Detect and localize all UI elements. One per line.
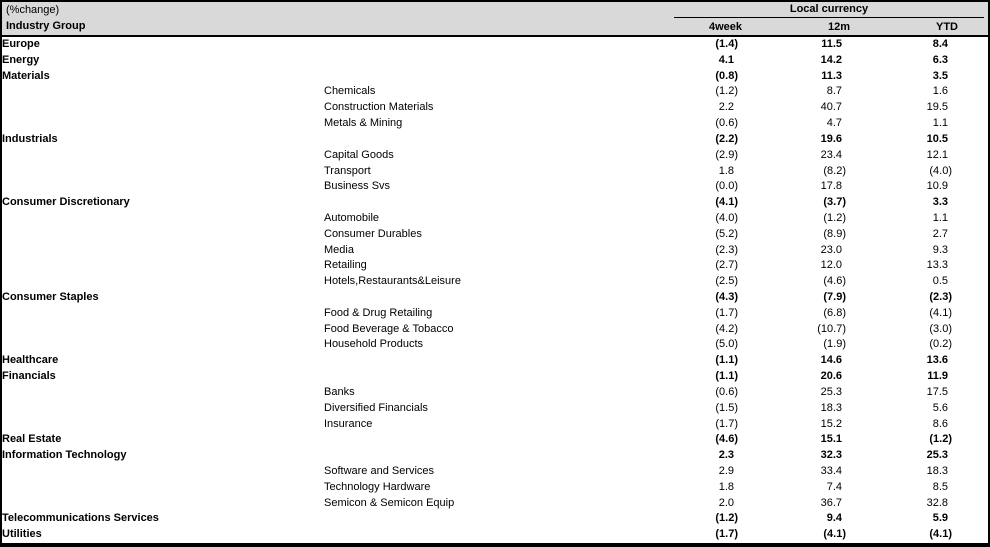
table-row xyxy=(2,290,988,306)
value-cell-ytd: 5.6 xyxy=(932,401,948,414)
sub-industry-cell: Software and Services xyxy=(324,464,435,477)
value-cell-12m: (3.7) xyxy=(823,196,846,209)
value-cell-12m: 7.4 xyxy=(826,480,842,493)
industry-group-cell: Europe xyxy=(2,38,40,50)
table-row xyxy=(2,337,988,353)
value-cell-12m: (1.9) xyxy=(823,338,846,351)
table-row xyxy=(2,37,988,53)
sub-industry-cell xyxy=(324,448,624,464)
table-row xyxy=(2,385,988,401)
value-cell-4week: 2.2 xyxy=(718,101,734,114)
sub-industry-cell: Construction Materials xyxy=(324,101,434,114)
value-cell-ytd: (4.0) xyxy=(929,164,952,177)
sub-industry-cell xyxy=(324,290,624,306)
sub-industry-cell: Banks xyxy=(324,385,355,398)
table-row xyxy=(2,369,988,385)
value-cell-4week: (1.4) xyxy=(715,38,738,50)
table-row xyxy=(2,258,988,274)
value-cell-4week: (2.5) xyxy=(715,275,738,288)
value-cell-4week: (0.0) xyxy=(715,180,738,193)
value-cell-ytd: 17.5 xyxy=(926,385,948,398)
value-cell-ytd: 10.5 xyxy=(926,132,948,145)
value-cell-12m: 12.0 xyxy=(820,259,842,272)
table-row xyxy=(2,84,988,100)
value-cell-ytd: 8.6 xyxy=(932,417,948,430)
value-cell-12m: 23.4 xyxy=(820,148,842,161)
industry-group-cell xyxy=(2,100,324,116)
table-row xyxy=(2,527,988,543)
sub-industry-cell xyxy=(324,195,624,211)
value-cell-ytd: 3.5 xyxy=(932,69,948,82)
value-cell-12m: 8.7 xyxy=(826,85,842,98)
value-cell-4week: (5.0) xyxy=(715,338,738,351)
sub-industry-cell: Technology Hardware xyxy=(324,480,431,493)
industry-group-cell xyxy=(2,385,324,401)
industry-group-cell: Real Estate xyxy=(2,433,62,446)
industry-group-cell xyxy=(2,84,324,100)
value-cell-12m: (8.9) xyxy=(823,227,846,240)
industry-group-cell xyxy=(2,211,324,227)
value-cell-12m: (10.7) xyxy=(817,322,846,335)
value-cell-ytd: (4.1) xyxy=(929,528,952,541)
value-cell-4week: (4.1) xyxy=(715,196,738,209)
percent-change-label: (%change) xyxy=(6,4,60,16)
value-cell-ytd: (1.2) xyxy=(929,433,952,446)
value-cell-12m: (4.6) xyxy=(823,275,846,288)
industry-group-cell: Healthcare xyxy=(2,354,59,367)
value-cell-ytd: 2.7 xyxy=(932,227,948,240)
value-cell-ytd: 8.5 xyxy=(932,480,948,493)
industry-group-cell xyxy=(2,480,324,496)
table-row xyxy=(2,243,988,259)
value-cell-4week: (1.1) xyxy=(715,370,738,383)
table-row xyxy=(2,179,988,195)
sub-industry-cell: Insurance xyxy=(324,417,373,430)
table-row xyxy=(2,164,988,180)
value-cell-4week: (4.2) xyxy=(715,322,738,335)
column-header-ytd: YTD xyxy=(936,21,958,33)
table-row xyxy=(2,132,988,148)
sub-industry-cell: Food Beverage & Tobacco xyxy=(324,322,454,335)
value-cell-4week: (4.3) xyxy=(715,291,738,303)
table-row xyxy=(2,417,988,433)
table-row xyxy=(2,353,988,369)
value-cell-12m: 14.6 xyxy=(820,354,842,367)
industry-group-cell xyxy=(2,243,324,259)
sub-industry-cell: Consumer Durables xyxy=(324,227,422,240)
value-cell-ytd: 1.1 xyxy=(932,211,948,224)
value-cell-12m: 15.1 xyxy=(820,433,842,446)
industry-group-cell xyxy=(2,401,324,417)
value-cell-12m: 19.6 xyxy=(820,132,842,145)
sub-industry-cell xyxy=(324,432,624,448)
table-row xyxy=(2,227,988,243)
table-row xyxy=(2,464,988,480)
industry-performance-table xyxy=(2,37,988,543)
table-body xyxy=(2,37,988,543)
value-cell-ytd: 19.5 xyxy=(926,101,948,114)
value-cell-12m: 4.7 xyxy=(826,117,842,130)
sub-industry-cell xyxy=(324,353,624,369)
table-row xyxy=(2,432,988,448)
value-cell-4week: (1.7) xyxy=(715,306,738,319)
value-cell-ytd: 11.9 xyxy=(927,370,948,383)
industry-group-cell xyxy=(2,337,324,353)
value-cell-ytd: 9.3 xyxy=(932,243,948,256)
industry-group-cell: Industrials xyxy=(2,132,58,145)
industry-group-cell xyxy=(2,116,324,132)
value-cell-12m: 23.0 xyxy=(820,243,842,256)
table-row xyxy=(2,401,988,417)
column-header-12m: 12m xyxy=(827,21,850,33)
industry-group-cell xyxy=(2,164,324,180)
value-cell-12m: 17.8 xyxy=(820,180,842,193)
value-cell-12m: (8.2) xyxy=(823,164,846,177)
value-cell-ytd: 32.8 xyxy=(926,496,948,509)
industry-group-cell: Consumer Staples xyxy=(2,291,99,303)
value-cell-12m: 32.3 xyxy=(820,449,842,462)
value-cell-ytd: 8.4 xyxy=(932,38,948,50)
sub-industry-cell xyxy=(324,511,624,527)
sub-industry-cell xyxy=(324,53,624,69)
value-cell-ytd: 1.6 xyxy=(932,85,948,98)
sub-industry-cell: Automobile xyxy=(324,211,380,224)
sub-industry-cell: Media xyxy=(324,243,354,256)
value-cell-12m: (6.8) xyxy=(823,306,846,319)
value-cell-12m: 11.5 xyxy=(821,38,842,50)
industry-group-cell: Materials xyxy=(2,69,50,82)
value-cell-4week: 2.9 xyxy=(718,464,734,477)
value-cell-4week: (1.5) xyxy=(715,401,738,414)
industry-group-cell: Consumer Discretionary xyxy=(2,196,130,209)
industry-group-cell xyxy=(2,274,324,290)
industry-group-cell xyxy=(2,227,324,243)
value-cell-4week: (2.9) xyxy=(715,148,738,161)
value-cell-ytd: 0.5 xyxy=(932,275,948,288)
table-row xyxy=(2,195,988,211)
value-cell-ytd: 3.3 xyxy=(932,196,948,209)
table-row xyxy=(2,211,988,227)
period-header-row xyxy=(624,19,988,35)
value-cell-12m: 9.4 xyxy=(826,512,842,525)
sub-industry-cell xyxy=(324,132,624,148)
sub-industry-cell: Chemicals xyxy=(324,85,376,98)
sub-industry-cell: Business Svs xyxy=(324,180,391,193)
value-cell-12m: (4.1) xyxy=(823,528,846,541)
sub-industry-cell: Hotels,Restaurants&Leisure xyxy=(324,275,461,288)
value-cell-4week: (4.6) xyxy=(715,433,738,446)
value-cell-12m: (7.9) xyxy=(823,291,846,303)
industry-group-cell xyxy=(2,306,324,322)
table-row xyxy=(2,274,988,290)
sub-industry-cell: Semicon & Semicon Equip xyxy=(324,496,455,509)
industry-group-cell xyxy=(2,258,324,274)
industry-group-cell xyxy=(2,496,324,512)
industry-group-cell: Utilities xyxy=(2,528,42,541)
table-row xyxy=(2,53,988,69)
value-cell-4week: (0.8) xyxy=(715,69,738,82)
value-cell-4week: (2.2) xyxy=(715,132,738,145)
local-currency-group-header: Local currency xyxy=(674,2,984,18)
table-row xyxy=(2,148,988,164)
table-header xyxy=(2,2,988,37)
sub-industry-cell xyxy=(324,527,624,543)
value-cell-4week: 1.8 xyxy=(718,164,734,177)
value-cell-ytd: 5.9 xyxy=(932,512,948,525)
value-cell-4week: (2.3) xyxy=(715,243,738,256)
sub-industry-cell: Metals & Mining xyxy=(324,117,403,130)
value-cell-ytd: 12.1 xyxy=(926,148,948,161)
value-cell-4week: (5.2) xyxy=(715,227,738,240)
sub-industry-cell: Transport xyxy=(324,164,371,177)
value-cell-4week: (1.2) xyxy=(715,85,738,98)
industry-group-column-header: Industry Group xyxy=(6,20,86,32)
value-cell-12m: 11.3 xyxy=(821,69,842,82)
sub-industry-cell: Capital Goods xyxy=(324,148,394,161)
value-cell-4week: (2.7) xyxy=(715,259,738,272)
sub-industry-cell: Retailing xyxy=(324,259,367,272)
value-cell-4week: (1.2) xyxy=(715,512,738,525)
value-cell-12m: 36.7 xyxy=(820,496,842,509)
value-cell-12m: 14.2 xyxy=(820,53,842,66)
table-row xyxy=(2,322,988,338)
value-cell-ytd: 18.3 xyxy=(926,464,948,477)
table-row xyxy=(2,306,988,322)
industry-group-cell xyxy=(2,322,324,338)
industry-group-cell xyxy=(2,148,324,164)
industry-group-cell: Telecommunications Services xyxy=(2,512,159,525)
value-cell-12m: 40.7 xyxy=(820,101,842,114)
value-cell-ytd: 13.3 xyxy=(926,259,948,272)
value-cell-4week: (4.0) xyxy=(715,211,738,224)
value-cell-4week: (0.6) xyxy=(715,385,738,398)
industry-group-cell xyxy=(2,179,324,195)
table-row xyxy=(2,69,988,85)
column-header-4week: 4week xyxy=(708,21,742,33)
table-row xyxy=(2,480,988,496)
sub-industry-cell: Household Products xyxy=(324,338,424,351)
industry-group-cell: Energy xyxy=(2,53,40,66)
value-cell-4week: (0.6) xyxy=(715,117,738,130)
sub-industry-cell xyxy=(324,369,624,385)
value-cell-4week: (1.7) xyxy=(715,528,738,541)
value-cell-12m: 15.2 xyxy=(820,417,842,430)
value-cell-ytd: 6.3 xyxy=(932,53,948,66)
value-cell-4week: (1.1) xyxy=(715,354,738,367)
value-cell-12m: 25.3 xyxy=(820,385,842,398)
value-cell-ytd: 1.1 xyxy=(932,117,948,130)
value-cell-ytd: 10.9 xyxy=(926,180,948,193)
value-cell-ytd: (3.0) xyxy=(929,322,952,335)
value-cell-ytd: (4.1) xyxy=(929,306,952,319)
table-row xyxy=(2,100,988,116)
table-row xyxy=(2,496,988,512)
industry-group-cell xyxy=(2,464,324,480)
sub-industry-cell: Diversified Financials xyxy=(324,401,428,414)
value-cell-4week: 2.0 xyxy=(718,496,734,509)
sub-industry-cell xyxy=(324,69,624,85)
value-cell-4week: 1.8 xyxy=(718,480,734,493)
value-cell-12m: 20.6 xyxy=(820,370,842,383)
table-row xyxy=(2,511,988,527)
table-row xyxy=(2,448,988,464)
value-cell-4week: (1.7) xyxy=(715,417,738,430)
industry-group-cell: Financials xyxy=(2,370,56,383)
value-cell-12m: 18.3 xyxy=(820,401,842,414)
sub-industry-cell xyxy=(324,37,624,53)
sub-industry-cell: Food & Drug Retailing xyxy=(324,306,433,319)
industry-group-cell xyxy=(2,417,324,433)
industry-group-cell: Information Technology xyxy=(2,449,127,462)
value-cell-ytd: 13.6 xyxy=(926,354,948,367)
value-cell-12m: 33.4 xyxy=(820,464,842,477)
value-cell-ytd: (0.2) xyxy=(929,338,952,351)
value-cell-4week: 2.3 xyxy=(718,449,734,462)
value-cell-ytd: (2.3) xyxy=(929,291,952,303)
table-row xyxy=(2,116,988,132)
value-cell-4week: 4.1 xyxy=(718,53,734,66)
value-cell-12m: (1.2) xyxy=(823,211,846,224)
value-cell-ytd: 25.3 xyxy=(926,449,948,462)
